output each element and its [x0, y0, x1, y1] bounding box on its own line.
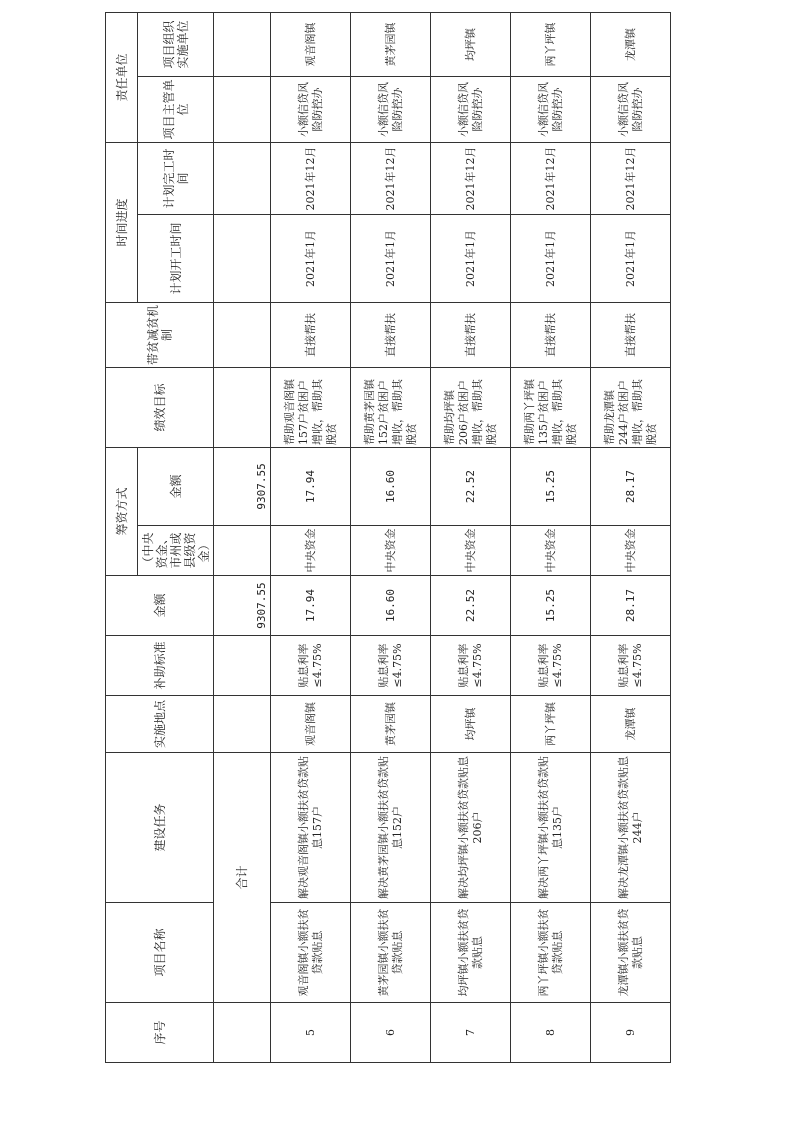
row-funding-amount: 22.52: [431, 447, 511, 525]
row-goal: 帮助观音阁镇157户贫困户增收，帮助其脱贫: [271, 367, 351, 447]
row-source: 中央资金: [351, 526, 431, 576]
row-amount: 16.60: [351, 576, 431, 636]
header-funding-source: （中央资金、市州或县级资金）: [138, 526, 214, 576]
row-funding-amount: 28.17: [591, 447, 671, 525]
row-task: 解决黄茅园镇小额扶贫贷款贴息152户: [351, 753, 431, 903]
row-start: 2021年1月: [591, 214, 671, 302]
row-seq: 8: [511, 1003, 591, 1063]
row-subsidy: 贴息利率≤4.75%: [511, 636, 591, 696]
row-location: 两丫坪镇: [511, 696, 591, 753]
row-location: 均坪镇: [431, 696, 511, 753]
row-mechanism: 直接帮扶: [511, 302, 591, 367]
project-table: [105, 12, 671, 1063]
row-source: 中央资金: [431, 526, 511, 576]
row-end: 2021年12月: [511, 142, 591, 214]
total-row: [214, 12, 271, 1062]
total-start: [214, 214, 271, 302]
row-amount: 28.17: [591, 576, 671, 636]
header-project-name: 项目名称: [106, 903, 214, 1003]
row-supervisor: 小额信贷风险防控办: [431, 76, 511, 142]
row-source: 中央资金: [511, 526, 591, 576]
row-executor: 黄茅园镇: [351, 12, 431, 76]
table-row: [351, 12, 431, 1062]
row-end: 2021年12月: [591, 142, 671, 214]
header-schedule-group: 时间进度: [106, 142, 138, 302]
header-goal: 绩效目标: [106, 367, 214, 447]
row-funding-amount: 16.60: [351, 447, 431, 525]
total-goal: [214, 367, 271, 447]
row-source: 中央资金: [591, 526, 671, 576]
row-project-name: 两丫坪镇小额扶贫贷款贴息: [511, 903, 591, 1003]
row-project-name: 均坪镇小额扶贫贷款贴息: [431, 903, 511, 1003]
row-seq: 5: [271, 1003, 351, 1063]
row-executor: 均坪镇: [431, 12, 511, 76]
row-executor: 两丫坪镇: [511, 12, 591, 76]
header-subsidy: 补助标准: [106, 636, 214, 696]
row-supervisor: 小额信贷风险防控办: [591, 76, 671, 142]
header-resp-group: 责任单位: [106, 12, 138, 142]
row-goal: 帮助两丫坪镇135户贫困户增收，帮助其脱贫: [511, 367, 591, 447]
row-end: 2021年12月: [351, 142, 431, 214]
total-executor: [214, 12, 271, 76]
row-seq: 9: [591, 1003, 671, 1063]
row-task: 解决两丫坪镇小额扶贫贷款贴息135户: [511, 753, 591, 903]
header-supervisor: 项目主管单位: [138, 76, 214, 142]
row-start: 2021年1月: [271, 214, 351, 302]
table-row: [271, 12, 351, 1062]
total-location: [214, 696, 271, 753]
row-goal: 帮助黄茅园镇152户贫困户增收，帮助其脱贫: [351, 367, 431, 447]
row-subsidy: 贴息利率≤4.75%: [271, 636, 351, 696]
header-amount: 金额: [106, 576, 214, 636]
row-supervisor: 小额信贷风险防控办: [351, 76, 431, 142]
row-subsidy: 贴息利率≤4.75%: [351, 636, 431, 696]
row-seq: 7: [431, 1003, 511, 1063]
row-goal: 帮助均坪镇206户贫困户增收，帮助其脱贫: [431, 367, 511, 447]
row-subsidy: 贴息利率≤4.75%: [431, 636, 511, 696]
row-task: 解决龙潭镇小额扶贫贷款贴息244户: [591, 753, 671, 903]
row-task: 解决观音阁镇小额扶贫贷款贴息157户: [271, 753, 351, 903]
header-start: 计划开工时间: [138, 214, 214, 302]
row-funding-amount: 17.94: [271, 447, 351, 525]
row-amount: 15.25: [511, 576, 591, 636]
table-row: [591, 12, 671, 1062]
row-supervisor: 小额信贷风险防控办: [271, 76, 351, 142]
row-start: 2021年1月: [431, 214, 511, 302]
header-mechanism: 带贫减贫机制: [106, 302, 214, 367]
row-subsidy: 贴息利率≤4.75%: [591, 636, 671, 696]
row-mechanism: 直接帮扶: [271, 302, 351, 367]
row-supervisor: 小额信贷风险防控办: [511, 76, 591, 142]
header-funding-amount: 金额: [138, 447, 214, 525]
header-funding-group: 筹资方式: [106, 447, 138, 575]
row-executor: 龙潭镇: [591, 12, 671, 76]
row-mechanism: 直接帮扶: [591, 302, 671, 367]
total-funding-amount: 9307.55: [214, 447, 271, 525]
header-task: 建设任务: [106, 753, 214, 903]
table-row: [511, 12, 591, 1062]
row-project-name: 观音阁镇小额扶贫贷款贴息: [271, 903, 351, 1003]
header-location: 实施地点: [106, 696, 214, 753]
row-mechanism: 直接帮扶: [351, 302, 431, 367]
total-seq: [214, 1003, 271, 1063]
header-end: 计划完工时间: [138, 142, 214, 214]
rotated-page: [105, 20, 670, 1063]
row-source: 中央资金: [271, 526, 351, 576]
total-mechanism: [214, 302, 271, 367]
row-project-name: 黄茅园镇小额扶贫贷款贴息: [351, 903, 431, 1003]
total-label: 合计: [214, 753, 271, 1003]
row-end: 2021年12月: [431, 142, 511, 214]
total-subsidy: [214, 636, 271, 696]
row-goal: 帮助龙潭镇244户贫困户增收，帮助其脱贫: [591, 367, 671, 447]
row-location: 观音阁镇: [271, 696, 351, 753]
row-executor: 观音阁镇: [271, 12, 351, 76]
row-location: 黄茅园镇: [351, 696, 431, 753]
row-start: 2021年1月: [511, 214, 591, 302]
header-seq: 序号: [106, 1003, 214, 1063]
row-project-name: 龙潭镇小额扶贫贷款贴息: [591, 903, 671, 1003]
total-supervisor: [214, 76, 271, 142]
header-executor: 项目组织实施单位: [138, 12, 214, 76]
row-amount: 17.94: [271, 576, 351, 636]
row-task: 解决均坪镇小额扶贫贷款贴息206户: [431, 753, 511, 903]
row-funding-amount: 15.25: [511, 447, 591, 525]
table-row: [431, 12, 511, 1062]
row-location: 龙潭镇: [591, 696, 671, 753]
row-seq: 6: [351, 1003, 431, 1063]
total-end: [214, 142, 271, 214]
row-mechanism: 直接帮扶: [431, 302, 511, 367]
total-amount: 9307.55: [214, 576, 271, 636]
total-source: [214, 526, 271, 576]
row-end: 2021年12月: [271, 142, 351, 214]
row-amount: 22.52: [431, 576, 511, 636]
row-start: 2021年1月: [351, 214, 431, 302]
